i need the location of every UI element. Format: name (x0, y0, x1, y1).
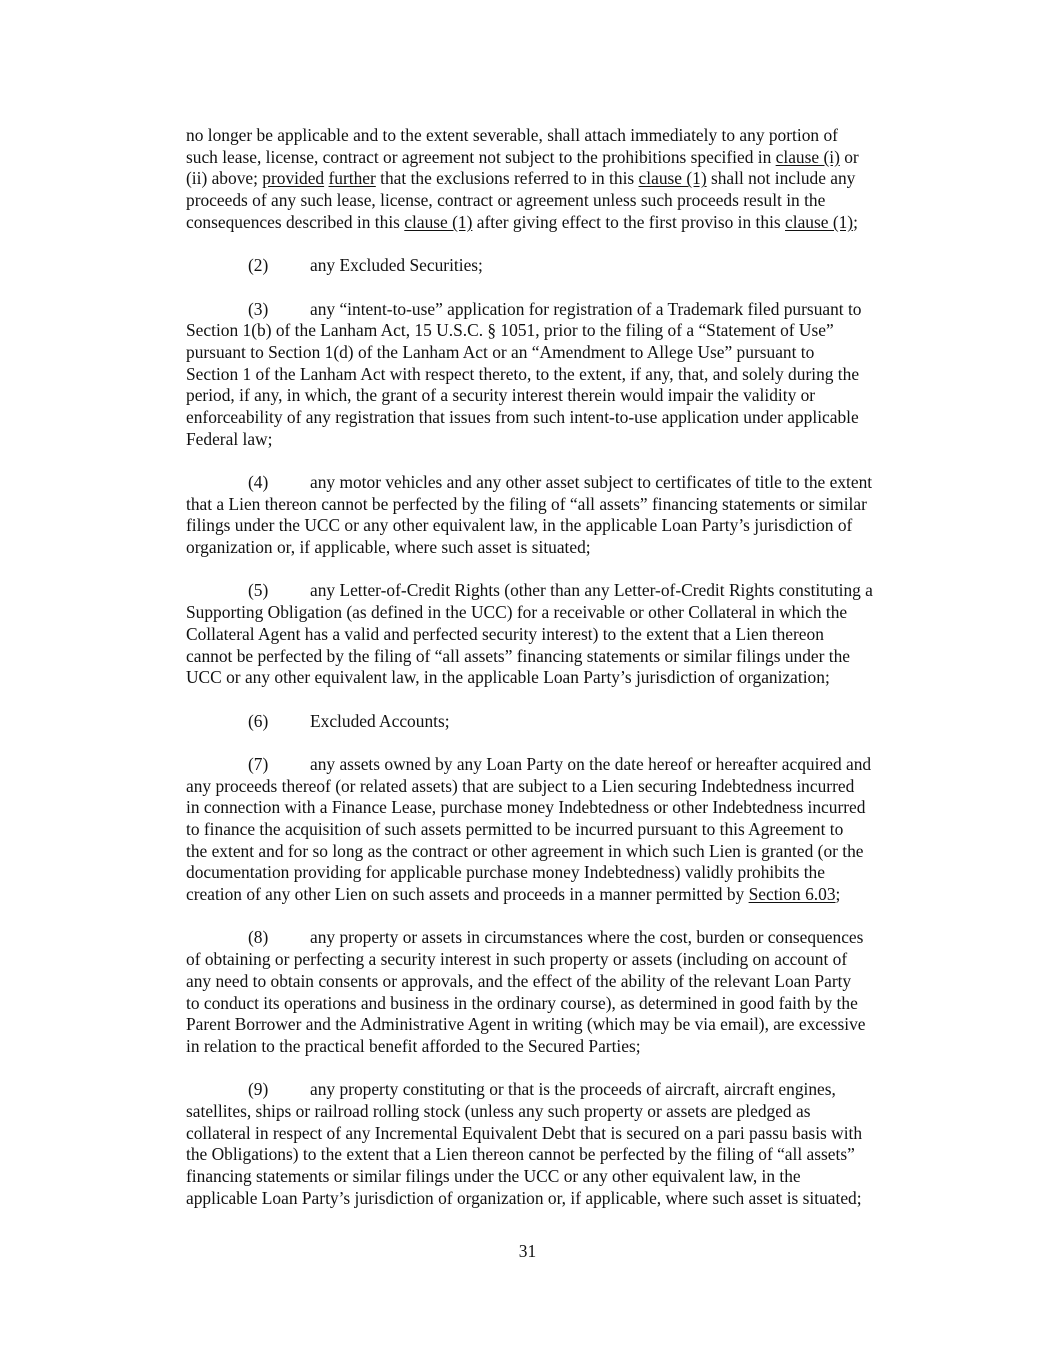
text-line: the Obligations) to the extent that a Lien thereon cannot be perfected by the filing of “all assets” (186, 1144, 855, 1165)
cross-reference: clause (1) (785, 211, 854, 232)
text-line: (8) any property or assets in circumstances where the cost, burden or consequences (248, 927, 864, 948)
text-line: of obtaining or perfecting a security interest in such property or assets (including on account of (186, 949, 848, 970)
text-line: (6) Excluded Accounts; (248, 710, 450, 731)
text-line: pursuant to Section 1(d) of the Lanham Act or an “Amendment to Allege Use” pursuant to (186, 341, 815, 362)
text-line: Collateral Agent has a valid and perfected security interest) to the extent that a Lien thereon (186, 623, 824, 644)
text-line: UCC or any other equivalent law, in the applicable Loan Party’s jurisdiction of organization; (186, 667, 830, 688)
cross-reference: clause (1) (404, 211, 473, 232)
text-line: financing statements or similar filings under the UCC or any other equivalent law, in the (186, 1166, 801, 1186)
text-line: Section 1 of the Lanham Act with respect thereto, to the extent, if any, that, and solely during the (186, 363, 860, 384)
text-line: any need to obtain consents or approvals, and the effect of the ability of the relevant Loan Party (186, 970, 852, 991)
text-line: (5) any Letter-of-Credit Rights (other than any Letter-of-Credit Rights constituting a (248, 580, 873, 601)
clause-number: (5) (248, 580, 269, 601)
text-line: consequences described in this clause (1) after giving effect to the first proviso in this clause (1); (186, 211, 858, 232)
clause-number: (7) (248, 753, 269, 774)
text-line: period, if any, in which, the grant of a security interest therein would impair the validity or (186, 385, 816, 406)
clause-number: (6) (248, 710, 269, 731)
text-line: enforceability of any registration that issues from such intent-to-use application under applicable (186, 406, 859, 427)
text-line: Parent Borrower and the Administrative Agent in writing (which may be via email), are excessive (186, 1014, 866, 1035)
text-line: the extent and for so long as the contract or other agreement in which such Lien is granted (or the (186, 840, 864, 861)
text-line: collateral in respect of any Incremental Equivalent Debt that is secured on a pari passu basis with (186, 1122, 863, 1143)
text-line: Supporting Obligation (as defined in the UCC) for a receivable or other Collateral in which the (186, 602, 848, 623)
text-line: organization or, if applicable, where such asset is situated; (186, 537, 591, 558)
text-line: any proceeds thereof (or related assets) that are subject to a Lien securing Indebtedness incurred (186, 775, 855, 796)
cross-reference: further (328, 168, 376, 189)
text-line: to conduct its operations and business in the ordinary course), as determined in good faith by the (186, 992, 858, 1013)
text-line: (2) any Excluded Securities; (248, 255, 483, 276)
text-line: cannot be perfected by the filing of “all assets” financing statements or similar filings under the (186, 645, 851, 666)
cross-reference: Section 6.03 (748, 884, 836, 905)
text-line: that a Lien thereon cannot be perfected by the filing of “all assets” financing statements or similar (186, 493, 867, 514)
clause-paragraph (186, 711, 946, 733)
text-line: (7) any assets owned by any Loan Party on the date hereof or hereafter acquired and (248, 753, 872, 774)
text-line: in relation to the practical benefit afforded to the Secured Parties; (186, 1035, 641, 1056)
continuation-paragraph (186, 125, 946, 233)
document-body (186, 125, 946, 1231)
clause-paragraph (186, 299, 946, 451)
text-line: satellites, ships or railroad rolling stock (unless any such property or assets are pledged as (186, 1100, 811, 1121)
clause-paragraph (186, 754, 946, 906)
clause-number: (8) (248, 927, 269, 948)
text-line: such lease, license, contract or agreement not subject to the prohibitions specified in clause (i) or (186, 146, 859, 167)
cross-reference: provided (262, 168, 325, 189)
text-line: Section 1(b) of the Lanham Act, 15 U.S.C. § 1051, prior to the filing of a “Statement of Use” (186, 320, 834, 341)
text-line: creation of any other Lien on such assets and proceeds in a manner permitted by Section 6.03; (186, 884, 841, 905)
text-line: in connection with a Finance Lease, purchase money Indebtedness or other Indebtedness incurred (186, 797, 866, 818)
text-line: Federal law; (186, 428, 273, 449)
cross-reference: clause (i) (775, 146, 840, 167)
clause-number: (3) (248, 298, 269, 319)
text-line: documentation providing for applicable purchase money Indebtedness) validly prohibits the (186, 862, 825, 883)
clause-number: (2) (248, 255, 269, 276)
text-line: to finance the acquisition of such assets permitted to be incurred pursuant to this Agreement to (186, 819, 844, 839)
text-line: proceeds of any such lease, license, contract or agreement unless such proceeds result in the (186, 190, 826, 211)
clause-number: (9) (248, 1079, 269, 1100)
clause-paragraph (186, 255, 946, 277)
clause-paragraph (186, 927, 946, 1057)
clause-paragraph (186, 580, 946, 688)
clause-paragraph (186, 472, 946, 559)
text-line: applicable Loan Party’s jurisdiction of organization or, if applicable, where such asset is situated; (186, 1187, 862, 1208)
text-line: (9) any property constituting or that is the proceeds of aircraft, aircraft engines, (248, 1079, 836, 1100)
text-line: (3) any “intent-to-use” application for registration of a Trademark filed pursuant to (248, 298, 862, 319)
page-number: 31 (518, 1241, 537, 1261)
clause-number: (4) (248, 472, 269, 492)
clause-paragraph (186, 1079, 946, 1209)
text-line: (4) any motor vehicles and any other asset subject to certificates of title to the extent (248, 472, 873, 492)
text-line: (ii) above; provided further that the exclusions referred to in this clause (1) shall not include any (186, 168, 856, 189)
cross-reference: clause (1) (638, 168, 707, 189)
text-line: no longer be applicable and to the extent severable, shall attach immediately to any portion of (186, 125, 838, 145)
text-line: filings under the UCC or any other equivalent law, in the applicable Loan Party’s jurisdiction of (186, 515, 853, 536)
